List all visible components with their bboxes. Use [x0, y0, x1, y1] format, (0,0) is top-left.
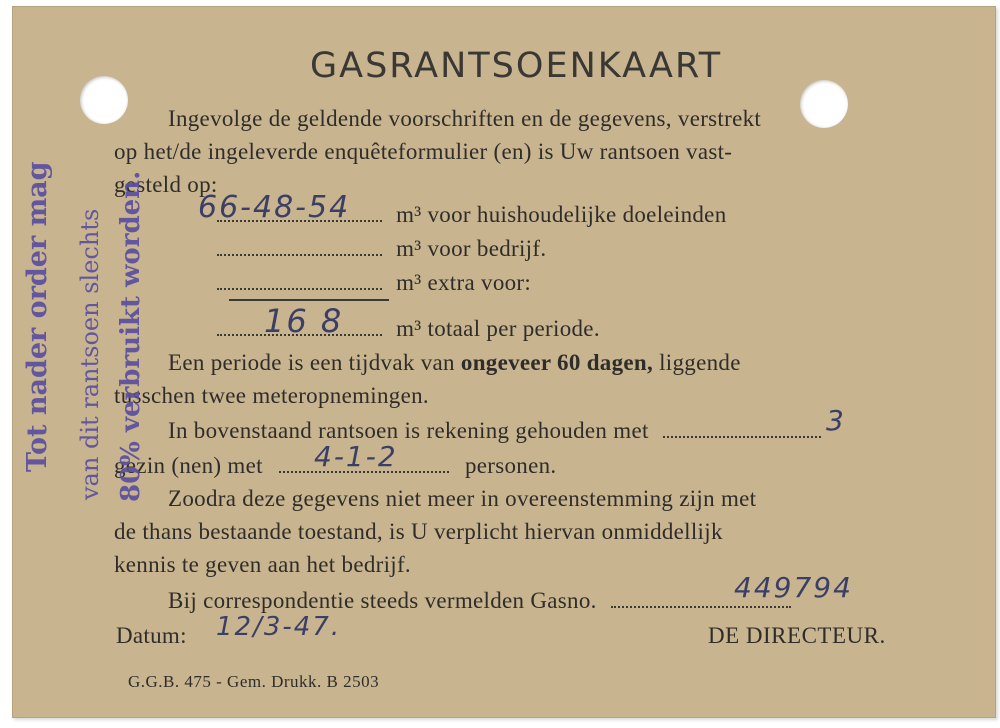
period-text-bold: ongeveer 60 dagen, [460, 350, 654, 375]
datum-label: Datum: [116, 623, 187, 648]
notify-line-3: kennis te geven aan het bedrijf. [114, 552, 411, 577]
households-text: In bovenstaand rantsoen is rekening gehouden met [168, 418, 649, 443]
stamp-line-3: 80% verbruikt worden. [116, 170, 146, 502]
ration-card [12, 6, 996, 718]
business-row [217, 236, 546, 262]
extra-label: m³ extra voor: [396, 270, 532, 295]
intro-line-3: gesteld op: [114, 172, 218, 197]
business-dotted-field [217, 238, 382, 256]
punch-hole-right [800, 80, 848, 128]
stamp-line-1: Tot nader order mag [22, 161, 53, 472]
stamp-line-2: van dit rantsoen slechts [76, 208, 104, 500]
total-value: 16 8 [264, 302, 344, 340]
notify-line-2: de thans bestaande toestand, is U verplicht hiervan onmiddellijk [114, 519, 723, 544]
total-label: m³ totaal per periode. [396, 316, 600, 341]
gezinnen-value: 3 [826, 404, 846, 437]
intro-line-2: op het/de ingeleverde enquêteformulier (en) is Uw rantsoen vast- [114, 139, 733, 164]
punch-hole-left [80, 76, 128, 124]
gasno-text: Bij correspondentie steeds vermelden Gasno. [168, 588, 597, 613]
extra-row [217, 270, 531, 296]
intro-line-1: Ingevolge de geldende voorschriften en de gegevens, verstrekt [168, 106, 762, 131]
household-value: 66-48-54 [198, 190, 351, 225]
sum-rule [229, 299, 389, 301]
notify-line-1: Zoodra deze gegevens niet meer in overeenstemming zijn met [168, 486, 757, 511]
datum-value: 12/3-47. [216, 612, 342, 642]
business-label: m³ voor bedrijf. [396, 236, 547, 261]
period-text-a: Een periode is een tijdvak van [168, 350, 455, 375]
extra-dotted-field [217, 272, 382, 290]
gezinnen-dotted-field [663, 420, 821, 438]
household-label: m³ voor huishoudelijke doeleinden [396, 202, 727, 227]
printer-footer: G.G.B. 475 - Gem. Drukk. B 2503 [128, 672, 380, 691]
director-signature-line: DE DIRECTEUR. [708, 623, 886, 648]
gasno-value: 449794 [734, 571, 853, 604]
personen-value: 4-1-2 [314, 440, 398, 473]
gasno-line [168, 588, 791, 614]
period-text-b: liggende [659, 350, 741, 375]
gezin-text: gezin (nen) met [114, 453, 263, 478]
card-title: GASRANTSOENKAART [310, 46, 723, 86]
personen-text: personen. [464, 453, 557, 478]
period-line-2: tusschen twee meteropnemingen. [114, 383, 429, 408]
households-line-1 [168, 418, 821, 444]
period-line-1 [168, 350, 741, 376]
